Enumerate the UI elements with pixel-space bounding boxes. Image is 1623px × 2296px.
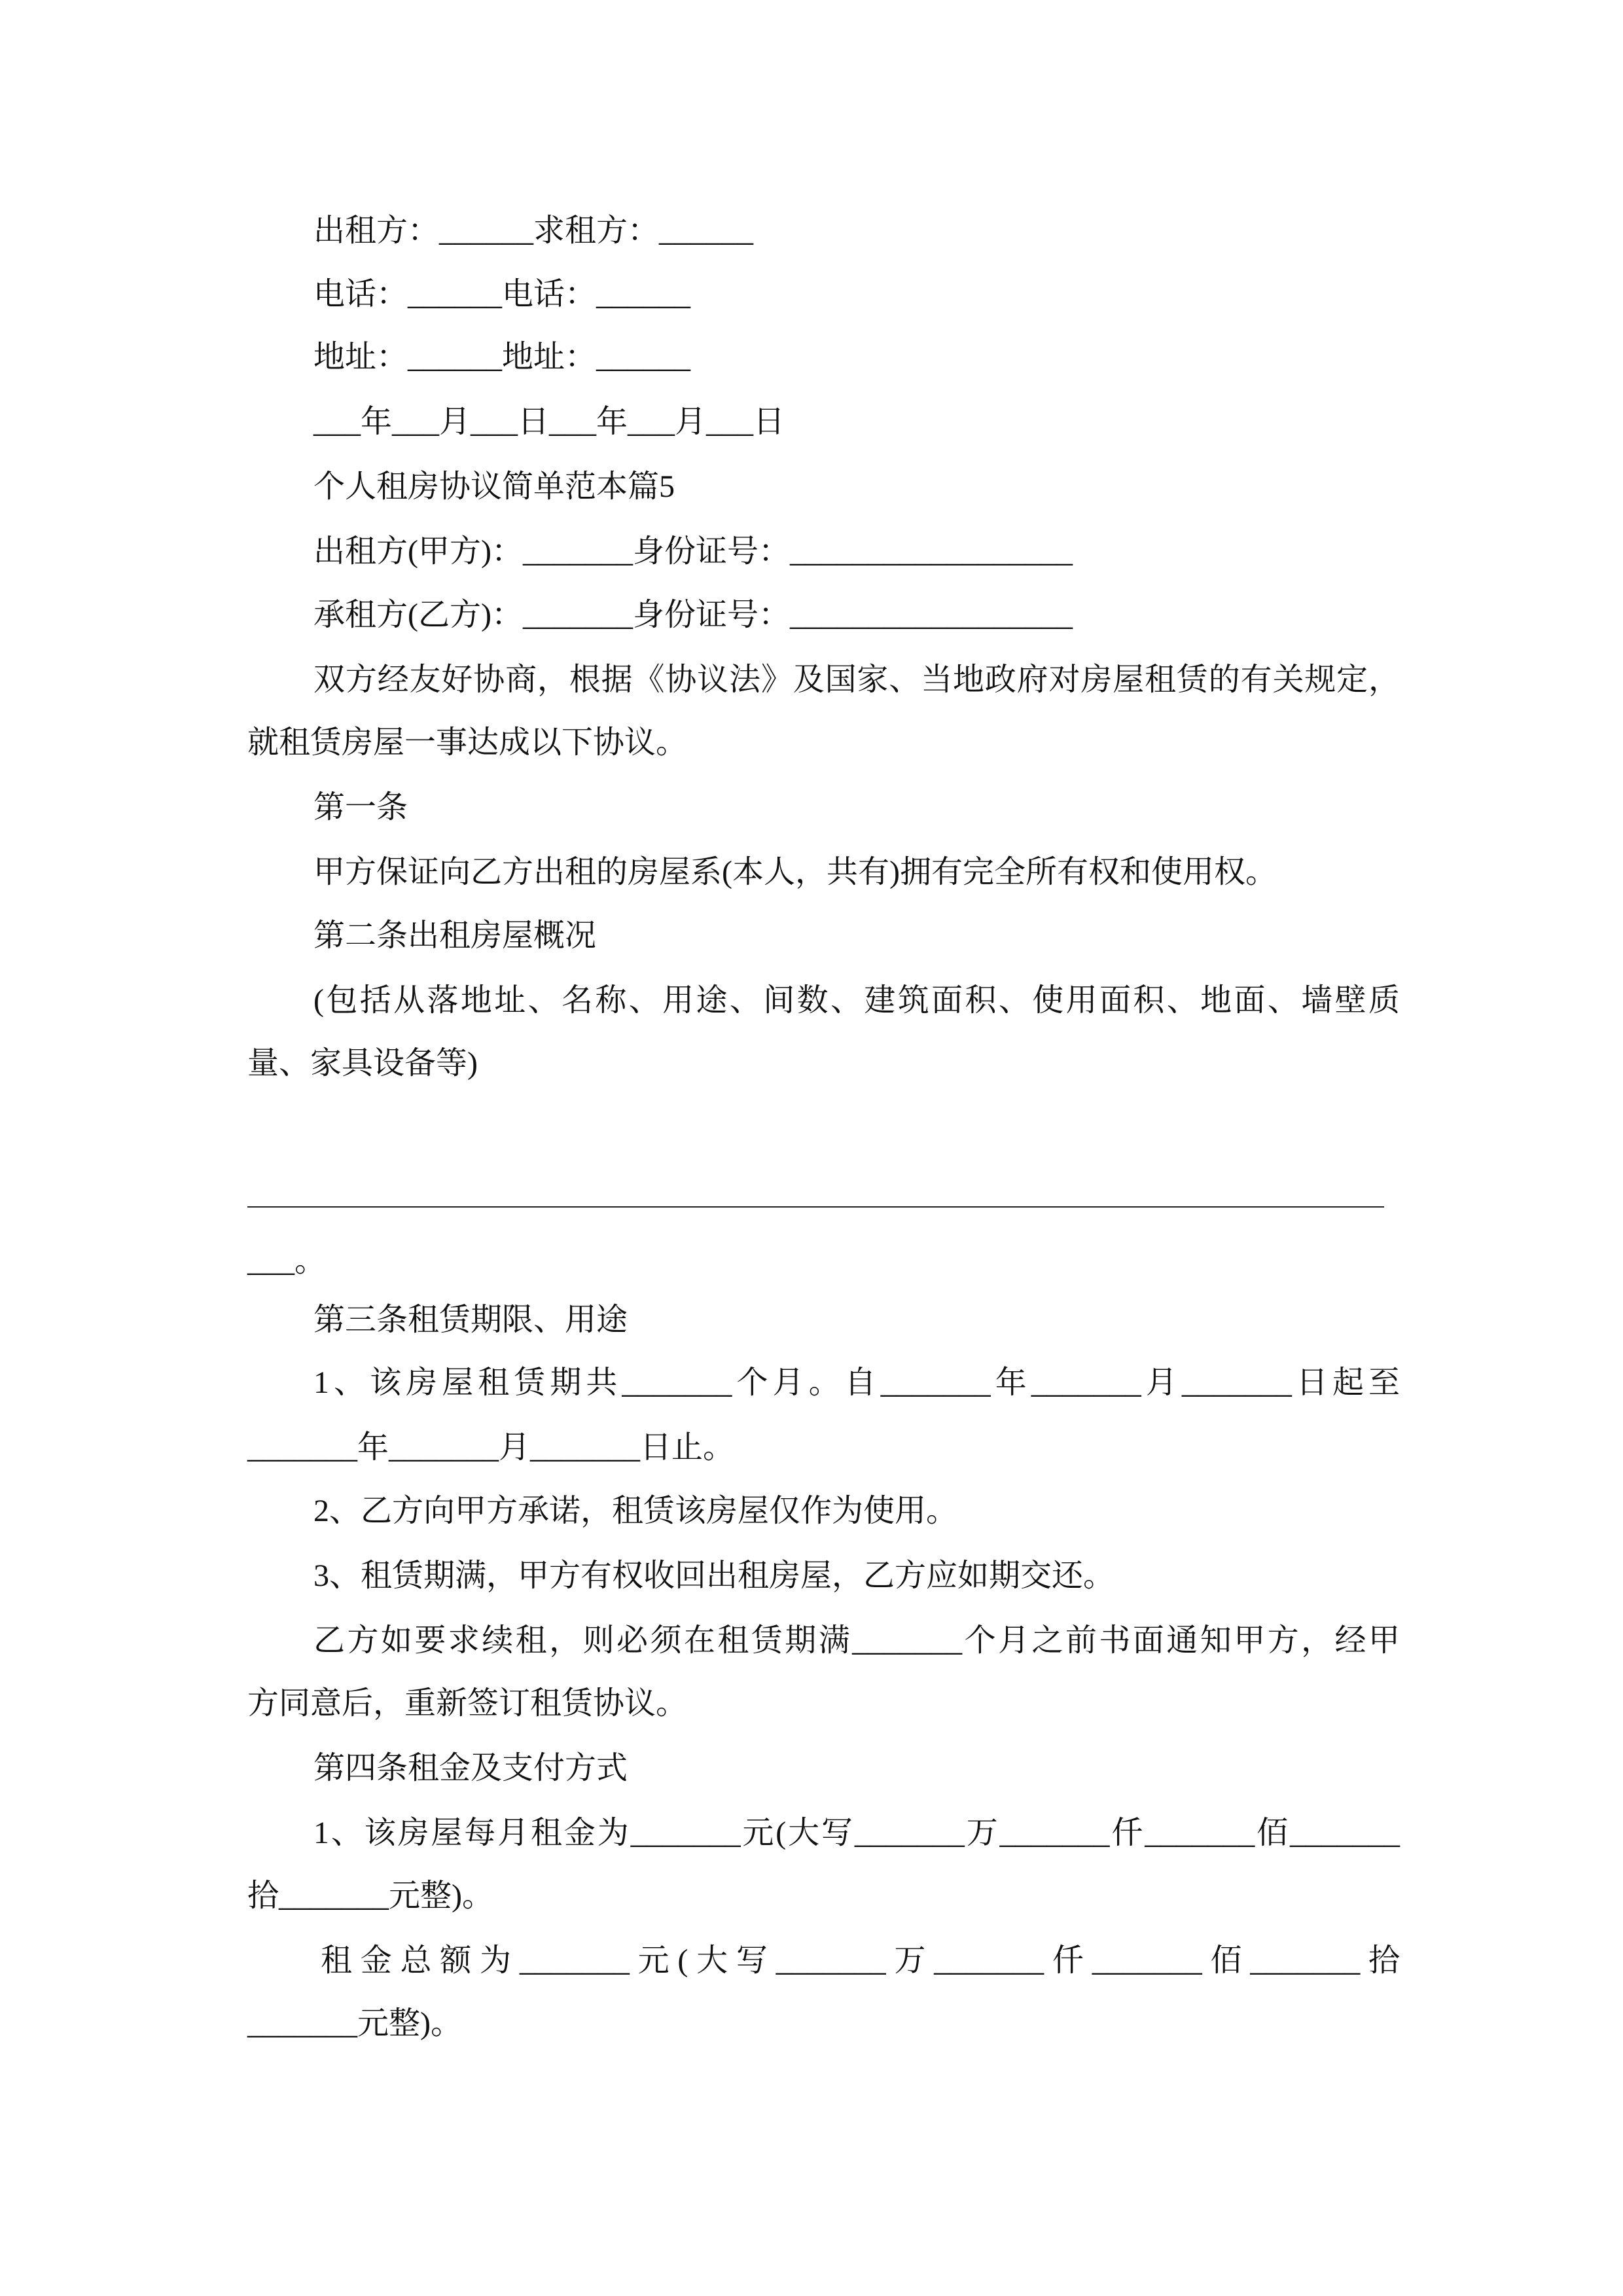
article-3-item-2: 2、乙方向甲方承诺，租赁该房屋仅作为使用。: [313, 1494, 958, 1528]
fill-in-blank-end: ___。: [247, 1244, 327, 1278]
article-3-item-1-line-2: _______年_______月_______日止。: [247, 1430, 735, 1465]
article-4-item-1-line-2: 拾_______元整)。: [247, 1878, 493, 1913]
article-1-heading: 第一条: [313, 790, 408, 825]
renewal-paragraph-line-1: 乙方如要求续租，则必须在租赁期满_______个月之前书面通知甲方，经甲: [313, 1623, 1400, 1658]
signature-line-phone: 电话：______电话：______: [313, 277, 691, 312]
total-rent-line-2: _______元整)。: [247, 2006, 462, 2041]
article-2-heading: 第二条出租房屋概况: [313, 918, 597, 953]
article-4-item-1-line-1: 1、该房屋每月租金为_______元(大写_______万_______仟_______佰_______: [313, 1816, 1400, 1850]
article-2-text-line-2: 量、家具设备等): [247, 1046, 478, 1081]
preamble-paragraph-line-2: 就租赁房屋一事达成以下协议。: [247, 725, 688, 760]
signature-line-parties: 出租方：______求租方：______: [313, 213, 754, 248]
signature-line-date: ___年___月___日___年___月___日: [313, 404, 785, 439]
fill-in-rule-line: [247, 1206, 1384, 1208]
party-a-line: 出租方(甲方)：_______身份证号：__________________: [313, 534, 1073, 569]
party-b-line: 承租方(乙方)：_______身份证号：__________________: [313, 598, 1073, 632]
article-3-item-3: 3、租赁期满，甲方有权收回出租房屋，乙方应如期交还。: [313, 1558, 1115, 1593]
article-2-text-line-1: (包括从落地址、名称、用途、间数、建筑面积、使用面积、地面、墙壁质: [313, 983, 1400, 1018]
article-3-heading: 第三条租赁期限、用途: [313, 1302, 628, 1337]
renewal-paragraph-line-2: 方同意后，重新签订租赁协议。: [247, 1686, 688, 1721]
article-4-heading: 第四条租金及支付方式: [313, 1751, 628, 1785]
article-1-text: 甲方保证向乙方出租的房屋系(本人，共有)拥有完全所有权和使用权。: [313, 855, 1277, 889]
signature-line-address: 地址：______地址：______: [313, 340, 691, 374]
total-rent-line-1: 租金总额为_______元(大写_______万_______仟_______佰_______拾: [321, 1943, 1400, 1978]
article-3-item-1-line-1: 1、该房屋租赁期共_______个月。自_______年_______月_______日起至: [313, 1365, 1400, 1400]
preamble-paragraph-line-1: 双方经友好协商，根据《协议法》及国家、当地政府对房屋租赁的有关规定，: [313, 662, 1400, 697]
section-title: 个人租房协议简单范本篇5: [313, 469, 675, 504]
